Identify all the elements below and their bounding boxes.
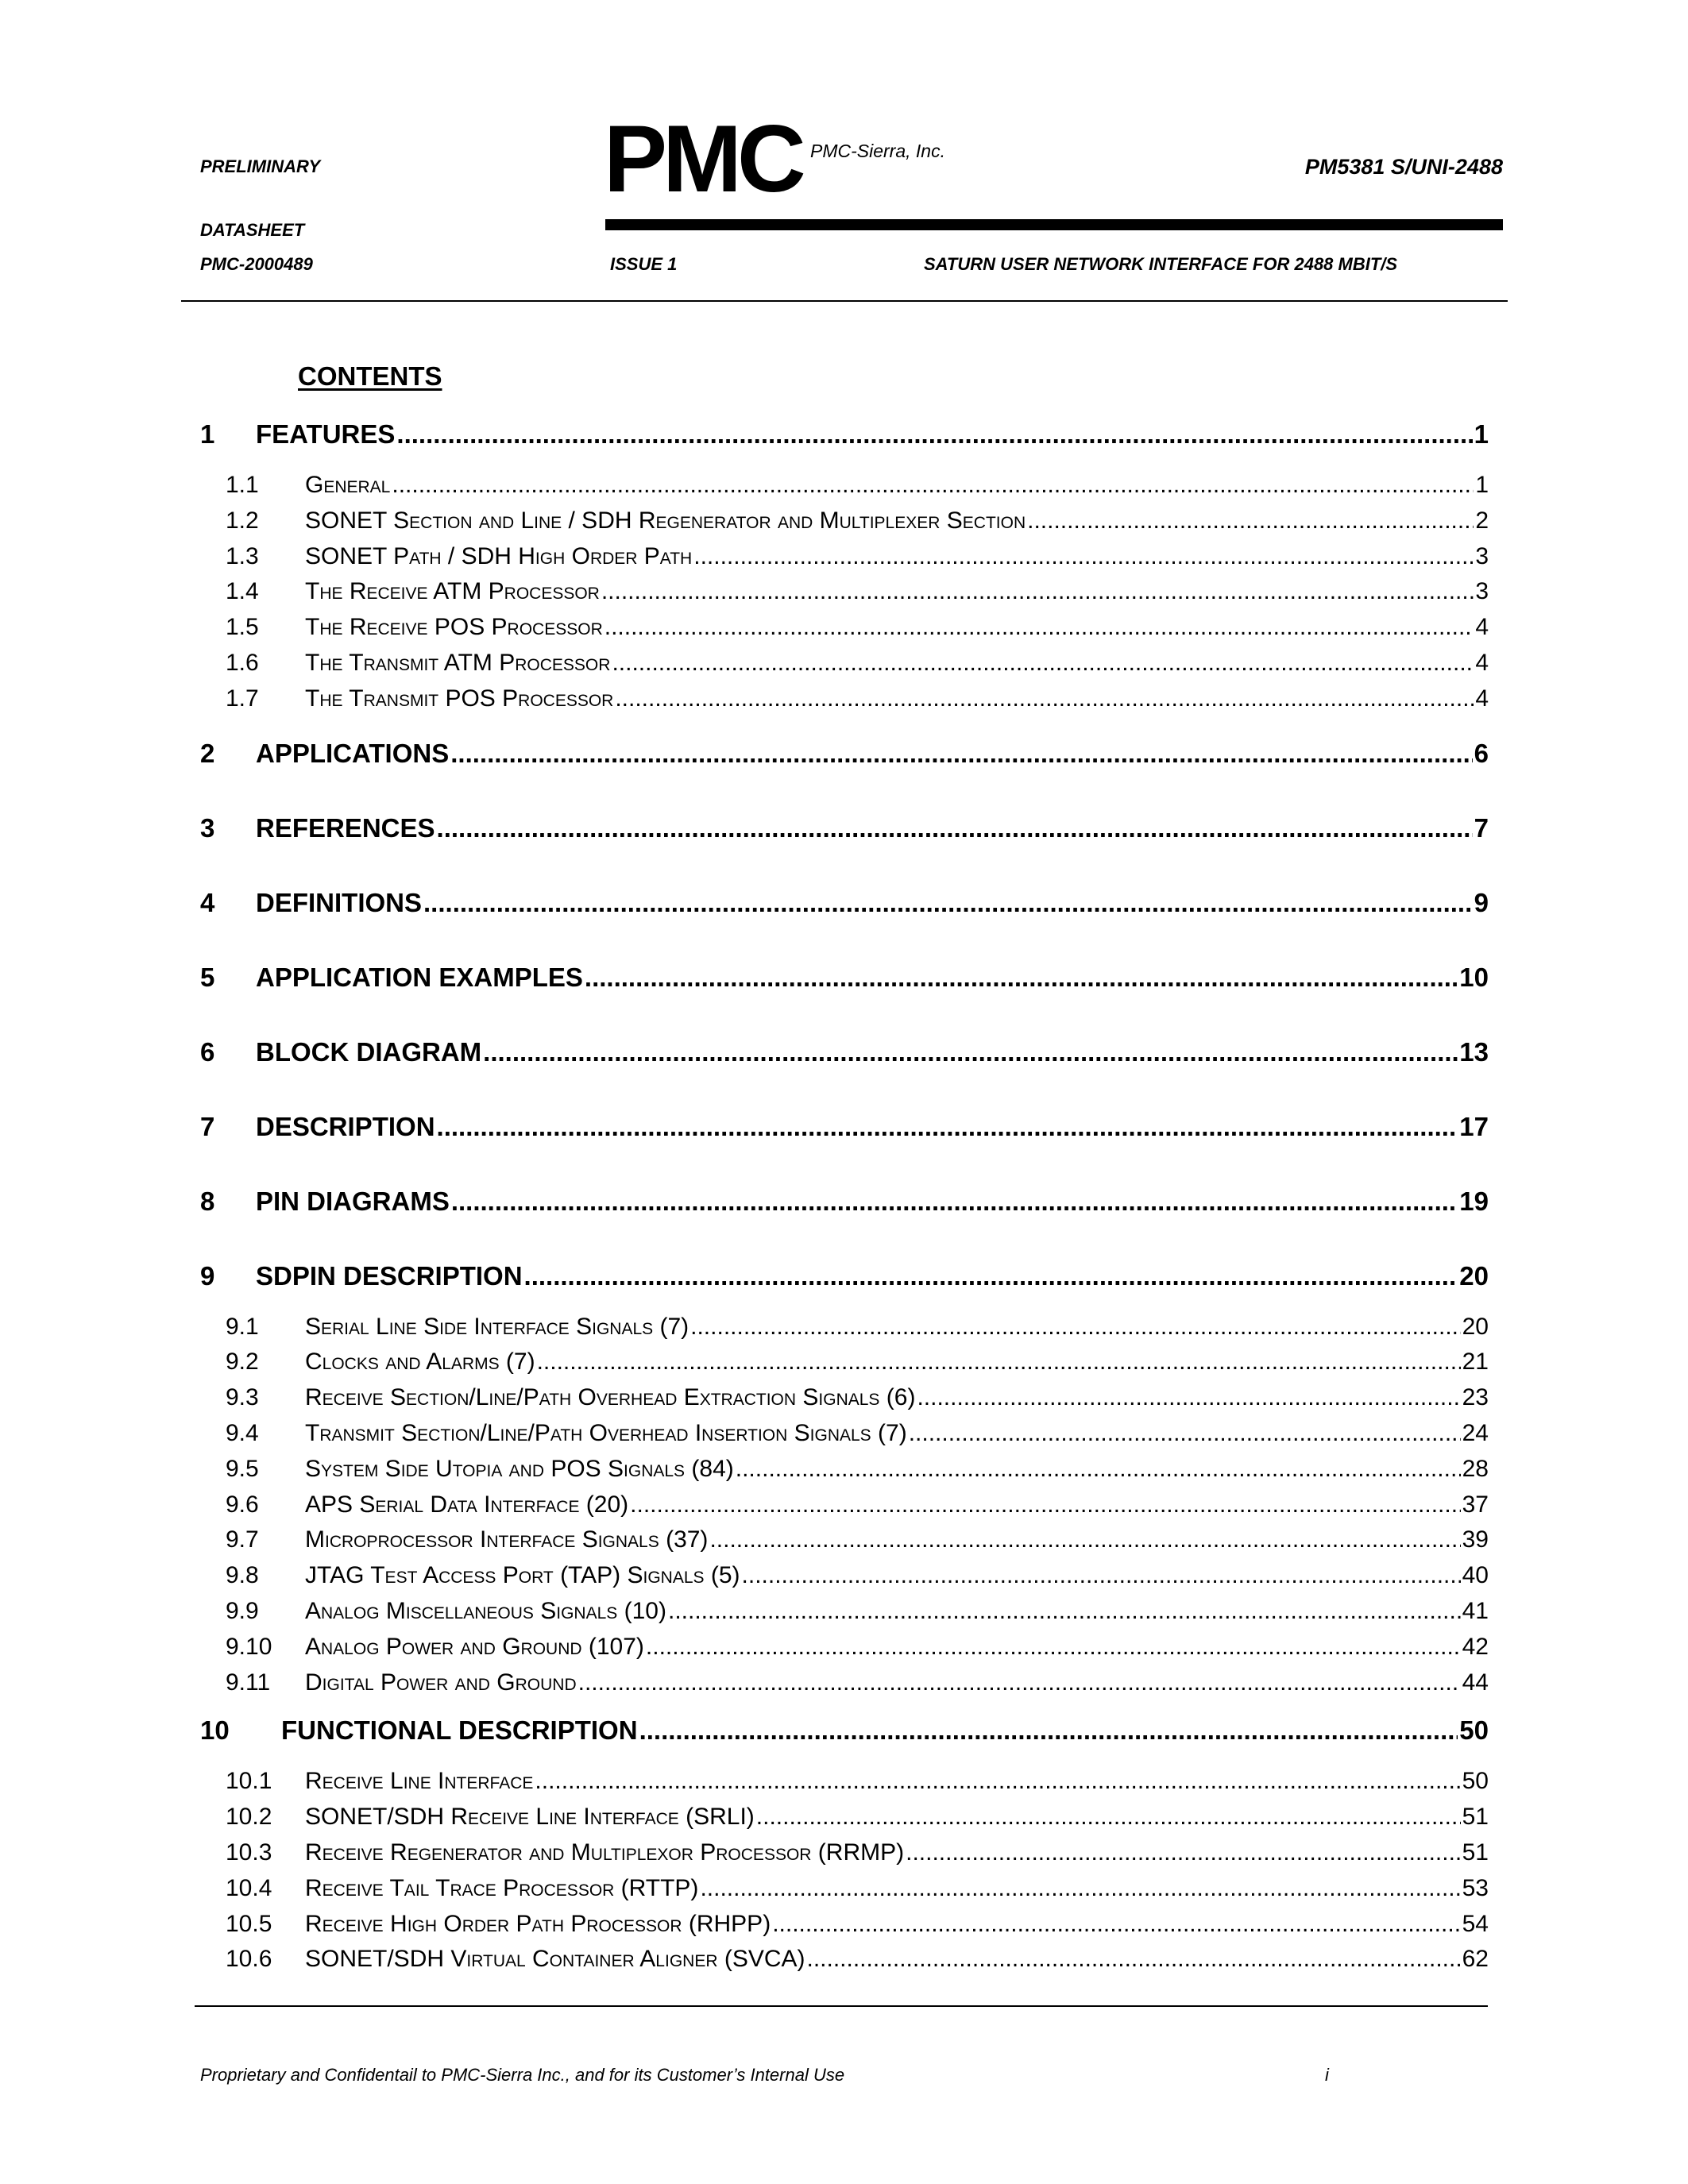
toc-page: 24 <box>1462 1419 1489 1446</box>
toc-page: 4 <box>1475 614 1489 641</box>
toc-entry-8[interactable] <box>200 1187 1489 1221</box>
leader-dots <box>906 1839 1461 1866</box>
toc-number: 1.2 <box>226 507 259 534</box>
toc-title: SONET Path / SDH High Order Path <box>305 542 693 569</box>
toc-entry-1-7[interactable] <box>200 685 1489 721</box>
toc-entry-1[interactable] <box>200 419 1489 454</box>
toc-page: 19 <box>1459 1186 1489 1216</box>
toc-number: 2 <box>200 738 215 768</box>
leader-dots <box>690 1314 1460 1341</box>
toc-entry-7[interactable] <box>200 1112 1489 1147</box>
toc-number: 3 <box>200 812 215 843</box>
toc-page: 54 <box>1462 1910 1489 1937</box>
toc-entry-10[interactable] <box>200 1715 1489 1750</box>
toc-page: 50 <box>1462 1768 1489 1795</box>
toc-title: Analog Power and Ground (107) <box>305 1633 644 1660</box>
header-thick-rule <box>605 219 1503 230</box>
leader-dots <box>578 1669 1461 1696</box>
leader-dots <box>756 1804 1461 1831</box>
toc-entry-9-9[interactable] <box>200 1598 1489 1634</box>
toc-entry-1-3[interactable] <box>200 543 1489 579</box>
toc-entry-9-2[interactable] <box>200 1349 1489 1384</box>
toc-entry-10-5[interactable] <box>200 1911 1489 1947</box>
leader-dots <box>736 1456 1461 1483</box>
toc-title: FUNCTIONAL DESCRIPTION <box>281 1715 638 1746</box>
leader-dots <box>615 685 1474 712</box>
toc-number: 10 <box>200 1715 230 1746</box>
leader-dots <box>742 1562 1461 1589</box>
toc-page: 3 <box>1475 578 1489 605</box>
toc-page: 9 <box>1474 887 1489 917</box>
toc-entry-1-6[interactable] <box>200 650 1489 685</box>
leader-dots <box>451 1187 1458 1217</box>
leader-dots <box>639 1715 1458 1746</box>
footer-notice: Proprietary and Confidentail to PMC-Sierra Inc., and for its Customer’s Internal Use <box>200 2065 845 2085</box>
leader-dots <box>693 543 1474 570</box>
toc-number: 7 <box>200 1111 215 1141</box>
toc-entry-9-10[interactable] <box>200 1634 1489 1669</box>
toc-entry-4[interactable] <box>200 888 1489 923</box>
toc-page: 53 <box>1462 1874 1489 1901</box>
toc-page: 51 <box>1462 1804 1489 1831</box>
footer-page-number: i <box>1325 2065 1329 2085</box>
leader-dots <box>668 1598 1461 1625</box>
toc-page: 13 <box>1459 1036 1489 1067</box>
toc-title: JTAG Test Access Port (TAP) Signals (5) <box>305 1562 740 1589</box>
leader-dots <box>396 419 1472 450</box>
toc-title: REFERENCES <box>256 812 435 843</box>
toc-entry-9-7[interactable] <box>200 1526 1489 1562</box>
toc-page: 23 <box>1462 1384 1489 1411</box>
toc-entry-2[interactable] <box>200 739 1489 774</box>
leader-dots <box>909 1420 1461 1447</box>
toc-number: 9.5 <box>226 1455 259 1482</box>
toc-entry-9-5[interactable] <box>200 1456 1489 1491</box>
leader-dots <box>524 1261 1458 1291</box>
issue-label: ISSUE 1 <box>610 254 678 274</box>
footer-rule <box>195 2005 1488 2007</box>
toc-number: 10.2 <box>226 1804 272 1831</box>
toc-entry-9-8[interactable] <box>200 1562 1489 1598</box>
leader-dots <box>630 1491 1460 1518</box>
toc-title: SONET/SDH Virtual Container Aligner (SVCA) <box>305 1946 805 1973</box>
toc-page: 1 <box>1474 419 1489 449</box>
toc-page: 21 <box>1462 1349 1489 1376</box>
toc-number: 8 <box>200 1186 215 1216</box>
toc-entry-1-2[interactable] <box>200 507 1489 543</box>
toc-page: 20 <box>1462 1313 1489 1340</box>
toc-number: 10.1 <box>226 1768 272 1795</box>
toc-number: 4 <box>200 887 215 917</box>
toc-number: 1.3 <box>226 542 259 569</box>
table-of-contents <box>200 419 1489 1981</box>
toc-entry-9-11[interactable] <box>200 1669 1489 1705</box>
toc-entry-6[interactable] <box>200 1037 1489 1072</box>
doc-number: PMC-2000489 <box>200 254 313 274</box>
toc-entry-9-1[interactable] <box>200 1314 1489 1349</box>
toc-title: General <box>305 472 391 498</box>
toc-page: 17 <box>1459 1111 1489 1141</box>
toc-number: 9.7 <box>226 1526 259 1553</box>
toc-title: The Receive ATM Processor <box>305 578 600 605</box>
toc-page: 20 <box>1459 1260 1489 1291</box>
toc-number: 9.6 <box>226 1491 259 1518</box>
toc-title: Analog Miscellaneous Signals (10) <box>305 1597 666 1624</box>
toc-title: Receive Tail Trace Processor (RTTP) <box>305 1874 699 1901</box>
company-name: PMC-Sierra, Inc. <box>810 141 945 161</box>
toc-number: 1.7 <box>226 685 259 712</box>
leader-dots <box>423 888 1473 918</box>
toc-entry-5[interactable] <box>200 963 1489 997</box>
leader-dots <box>772 1911 1460 1938</box>
toc-entry-10-2[interactable] <box>200 1804 1489 1839</box>
leader-dots <box>1027 507 1474 534</box>
toc-title: Receive Section/Line/Path Overhead Extraction Signals (6) <box>305 1384 916 1411</box>
toc-page: 10 <box>1459 962 1489 992</box>
toc-entry-9-4[interactable] <box>200 1420 1489 1456</box>
toc-title: PIN DIAGRAMS <box>256 1186 450 1216</box>
toc-title: Receive High Order Path Processor (RHPP) <box>305 1910 771 1937</box>
toc-title: System Side Utopia and POS Signals (84) <box>305 1455 734 1482</box>
leader-dots <box>585 963 1458 993</box>
header-thin-rule <box>181 300 1508 302</box>
toc-number: 9.1 <box>226 1313 259 1340</box>
toc-number: 6 <box>200 1036 215 1067</box>
toc-number: 9 <box>200 1260 215 1291</box>
toc-title: Receive Regenerator and Multiplexor Processor (RRMP) <box>305 1839 905 1866</box>
leader-dots <box>917 1384 1460 1411</box>
toc-number: 1 <box>200 419 215 449</box>
toc-title: APPLICATION EXAMPLES <box>256 962 583 992</box>
toc-page: 37 <box>1462 1491 1489 1518</box>
toc-number: 9.4 <box>226 1419 259 1446</box>
leader-dots <box>450 739 1472 769</box>
datasheet-label: DATASHEET <box>200 220 305 240</box>
toc-page: 6 <box>1474 738 1489 768</box>
toc-number: 9.9 <box>226 1597 259 1624</box>
pmc-logo: PMC <box>604 106 802 212</box>
toc-title: Receive Line Interface <box>305 1768 534 1795</box>
toc-entry-10-3[interactable] <box>200 1839 1489 1875</box>
toc-title: DEFINITIONS <box>256 887 423 917</box>
toc-number: 5 <box>200 962 215 992</box>
toc-number: 10.5 <box>226 1910 272 1937</box>
leader-dots <box>605 614 1474 641</box>
product-title: SATURN USER NETWORK INTERFACE FOR 2488 MBIT/S <box>924 254 1398 274</box>
toc-title: The Transmit ATM Processor <box>305 649 611 676</box>
leader-dots <box>807 1946 1461 1973</box>
leader-dots <box>700 1875 1460 1902</box>
toc-page: 42 <box>1462 1633 1489 1660</box>
toc-title: SONET/SDH Receive Line Interface (SRLI) <box>305 1804 755 1831</box>
toc-page: 40 <box>1462 1562 1489 1589</box>
toc-page: 7 <box>1474 812 1489 843</box>
toc-title: Transmit Section/Line/Path Overhead Insertion Signals (7) <box>305 1419 907 1446</box>
leader-dots <box>709 1526 1460 1553</box>
toc-entry-10-6[interactable] <box>200 1946 1489 1981</box>
toc-number: 10.4 <box>226 1874 272 1901</box>
leader-dots <box>612 650 1474 677</box>
toc-number: 9.2 <box>226 1349 259 1376</box>
preliminary-label: PRELIMINARY <box>200 156 321 176</box>
toc-page: 3 <box>1475 542 1489 569</box>
toc-page: 51 <box>1462 1839 1489 1866</box>
toc-number: 9.3 <box>226 1384 259 1411</box>
toc-title: Microprocessor Interface Signals (37) <box>305 1526 709 1553</box>
part-number: PM5381 S/UNI-2488 <box>1304 155 1503 179</box>
toc-title: APPLICATIONS <box>256 738 450 768</box>
toc-page: 1 <box>1475 472 1489 498</box>
leader-dots <box>437 813 1473 843</box>
toc-title: FEATURES <box>256 419 396 449</box>
leader-dots <box>646 1634 1461 1661</box>
toc-entry-1-5[interactable] <box>200 614 1489 650</box>
toc-number: 10.6 <box>226 1946 272 1973</box>
toc-entry-1-1[interactable] <box>200 472 1489 507</box>
toc-page: 50 <box>1459 1715 1489 1746</box>
toc-page: 41 <box>1462 1597 1489 1624</box>
toc-title: SONET Section and Line / SDH Regenerator and Multiplexer Section <box>305 507 1026 534</box>
toc-title: DESCRIPTION <box>256 1111 435 1141</box>
toc-number: 1.6 <box>226 649 259 676</box>
toc-number: 9.11 <box>226 1669 271 1696</box>
contents-title: CONTENTS <box>298 361 442 391</box>
toc-entry-9[interactable] <box>200 1261 1489 1296</box>
leader-dots <box>392 472 1474 499</box>
toc-title: Clocks and Alarms (7) <box>305 1349 535 1376</box>
toc-page: 2 <box>1475 507 1489 534</box>
toc-number: 1.5 <box>226 614 259 641</box>
toc-title: SDPIN DESCRIPTION <box>256 1260 523 1291</box>
toc-entry-3[interactable] <box>200 813 1489 848</box>
toc-entry-1-4[interactable] <box>200 578 1489 614</box>
toc-title: Digital Power and Ground <box>305 1669 577 1696</box>
leader-dots <box>537 1349 1461 1376</box>
toc-entry-10-4[interactable] <box>200 1875 1489 1911</box>
leader-dots <box>601 578 1474 605</box>
leader-dots <box>437 1112 1458 1142</box>
toc-title: BLOCK DIAGRAM <box>256 1036 482 1067</box>
toc-entry-9-6[interactable] <box>200 1491 1489 1527</box>
toc-number: 9.10 <box>226 1633 272 1660</box>
toc-title: Serial Line Side Interface Signals (7) <box>305 1313 689 1340</box>
toc-number: 1.1 <box>226 472 259 498</box>
toc-number: 10.3 <box>226 1839 272 1866</box>
toc-number: 1.4 <box>226 578 259 605</box>
toc-entry-9-3[interactable] <box>200 1384 1489 1420</box>
leader-dots <box>535 1768 1460 1795</box>
toc-page: 4 <box>1475 649 1489 676</box>
toc-page: 39 <box>1462 1526 1489 1553</box>
toc-page: 4 <box>1475 685 1489 712</box>
toc-title: APS Serial Data Interface (20) <box>305 1491 629 1518</box>
toc-page: 62 <box>1462 1946 1489 1973</box>
toc-number: 9.8 <box>226 1562 259 1589</box>
toc-page: 44 <box>1462 1669 1489 1696</box>
toc-title: The Receive POS Processor <box>305 614 603 641</box>
toc-title: The Transmit POS Processor <box>305 685 614 712</box>
toc-page: 28 <box>1462 1455 1489 1482</box>
toc-entry-10-1[interactable] <box>200 1768 1489 1804</box>
leader-dots <box>483 1037 1458 1067</box>
